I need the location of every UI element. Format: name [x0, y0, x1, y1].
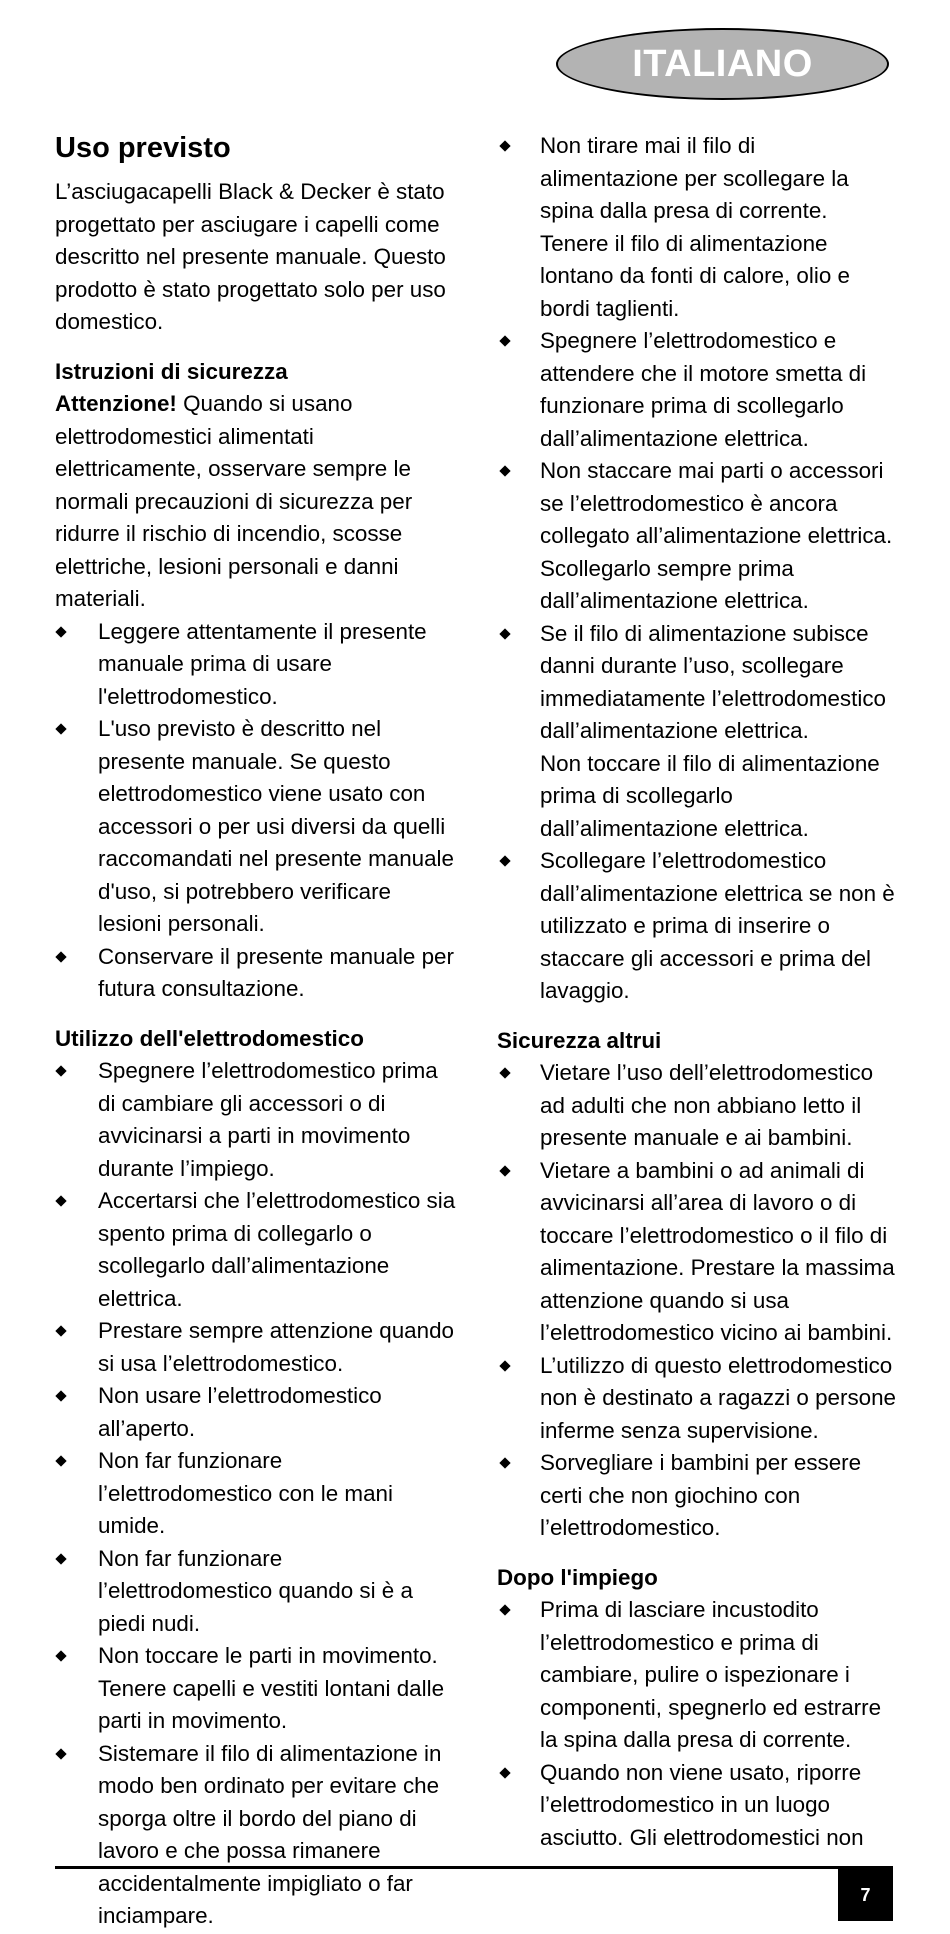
usage-list [55, 1055, 460, 1933]
list-item: Sorvegliare i bambini per essere certi che non giochino con l’elettrodomestico. [497, 1447, 897, 1545]
diamond-bullet-icon [55, 723, 66, 734]
list-item: Vietare l’uso dell’elettrodomestico ad adulti che non abbiano letto il presente manuale e ai bambini. [497, 1057, 897, 1155]
page-number: 7 [838, 1869, 893, 1921]
language-badge: ITALIANO [556, 28, 889, 100]
list-item: Spegnere l’elettrodomestico e attendere che il motore smetta di funzionare prima di scollegarlo dall’alimentazione elettrica. [497, 325, 897, 455]
list-item: Non staccare mai parti o accessori se l’elettrodomestico è ancora collegato all’alimentazione elettrica. Scollegarlo sempre prima dall’alimentazione elettrica. [497, 455, 897, 618]
diamond-bullet-icon [55, 1325, 66, 1336]
list-item: Non far funzionare l’elettrodomestico con le mani umide. [55, 1445, 460, 1543]
right-column [497, 130, 897, 1854]
diamond-bullet-icon [499, 465, 510, 476]
left-column [55, 130, 460, 1933]
diamond-bullet-icon [55, 626, 66, 637]
list-item: Leggere attentamente il presente manuale prima di usare l'elettrodomestico. [55, 616, 460, 714]
safety-heading: Istruzioni di sicurezza [55, 358, 288, 384]
diamond-bullet-icon [55, 1553, 66, 1564]
diamond-bullet-icon [55, 1065, 66, 1076]
list-item: L’utilizzo di questo elettrodomestico non è destinato a ragazzi o persone inferme senza supervisione. [497, 1350, 897, 1448]
diamond-bullet-icon [499, 140, 510, 151]
list-item: L'uso previsto è descritto nel presente manuale. Se questo elettrodomestico viene usato con accessori o per usi diversi da quelli raccomandati nel presente manuale d'uso, si potrebbero verificare lesioni personali. [55, 713, 460, 941]
diamond-bullet-icon [55, 1455, 66, 1466]
intro-paragraph: L’asciugacapelli Black & Decker è stato progettato per asciugare i capelli come descritto nel presente manuale. Questo prodotto è stato progettato solo per uso domestico. [55, 179, 446, 334]
others-safety-list [497, 1057, 897, 1545]
diamond-bullet-icon [55, 1748, 66, 1759]
diamond-bullet-icon [499, 1165, 510, 1176]
after-use-list [497, 1594, 897, 1854]
diamond-bullet-icon [499, 1457, 510, 1468]
list-item: Spegnere l’elettrodomestico prima di cambiare gli accessori o di avvicinarsi a parti in movimento durante l’impiego. [55, 1055, 460, 1185]
list-item: Conservare il presente manuale per futura consultazione. [55, 941, 460, 1006]
list-item: Non far funzionare l’elettrodomestico quando si è a piedi nudi. [55, 1543, 460, 1641]
safety-list [55, 616, 460, 1006]
diamond-bullet-icon [55, 1195, 66, 1206]
list-item: Prestare sempre attenzione quando si usa l’elettrodomestico. [55, 1315, 460, 1380]
list-item: Quando non viene usato, riporre l’elettrodomestico in un luogo asciutto. Gli elettrodomestici non [497, 1757, 897, 1855]
warning-text: Quando si usano elettrodomestici alimentati elettricamente, osservare sempre le normali precauzioni di sicurezza per ridurre il rischio di incendio, scosse elettriche, lesioni personali e danni materiali. [55, 391, 413, 611]
diamond-bullet-icon [499, 1767, 510, 1778]
diamond-bullet-icon [499, 335, 510, 346]
diamond-bullet-icon [499, 1604, 510, 1615]
list-item: Non toccare le parti in movimento. Tenere capelli e vestiti lontani dalle parti in movimento. [55, 1640, 460, 1738]
list-item: Se il filo di alimentazione subisce danni durante l’uso, scollegare immediatamente l’elettrodomestico dall’alimentazione elettrica. Non toccare il filo di alimentazione prima di scollegarlo dall’alimentazione elettrica. [497, 618, 897, 846]
diamond-bullet-icon [499, 1067, 510, 1078]
diamond-bullet-icon [55, 1390, 66, 1401]
list-item: Accertarsi che l’elettrodomestico sia spento prima di collegarlo o scollegarlo dall’alimentazione elettrica. [55, 1185, 460, 1315]
diamond-bullet-icon [55, 1650, 66, 1661]
warning-paragraph [55, 388, 460, 616]
warning-label: Attenzione! [55, 391, 177, 416]
list-item: Sistemare il filo di alimentazione in modo ben ordinato per evitare che sporga oltre il bordo del piano di lavoro e che possa rimanere accidentalmente impigliato o far inciampare. [55, 1738, 460, 1933]
diamond-bullet-icon [499, 1360, 510, 1371]
usage-heading: Utilizzo dell'elettrodomestico [55, 1025, 364, 1051]
footer-divider [55, 1866, 893, 1869]
cord-safety-list [497, 130, 897, 1008]
diamond-bullet-icon [499, 855, 510, 866]
list-item: Prima di lasciare incustodito l’elettrodomestico e prima di cambiare, pulire o ispezionare i componenti, spegnerlo ed estrarre la spina dalla presa di corrente. [497, 1594, 897, 1757]
section-title: Uso previsto [55, 132, 231, 164]
list-item: Non tirare mai il filo di alimentazione per scollegare la spina dalla presa di corrente. Tenere il filo di alimentazione lontano da fonti di calore, olio e bordi taglienti. [497, 130, 897, 325]
after-use-heading: Dopo l'impiego [497, 1564, 658, 1590]
diamond-bullet-icon [55, 951, 66, 962]
list-item: Scollegare l’elettrodomestico dall’alimentazione elettrica se non è utilizzato e prima di inserire o staccare gli accessori e prima del lavaggio. [497, 845, 897, 1008]
list-item: Vietare a bambini o ad animali di avvicinarsi all’area di lavoro o di toccare l’elettrodomestico o il filo di alimentazione. Prestare la massima attenzione quando si usa l’elettrodomestico vicino ai bambini. [497, 1155, 897, 1350]
others-safety-heading: Sicurezza altrui [497, 1027, 662, 1053]
diamond-bullet-icon [499, 628, 510, 639]
list-item: Non usare l’elettrodomestico all’aperto. [55, 1380, 460, 1445]
